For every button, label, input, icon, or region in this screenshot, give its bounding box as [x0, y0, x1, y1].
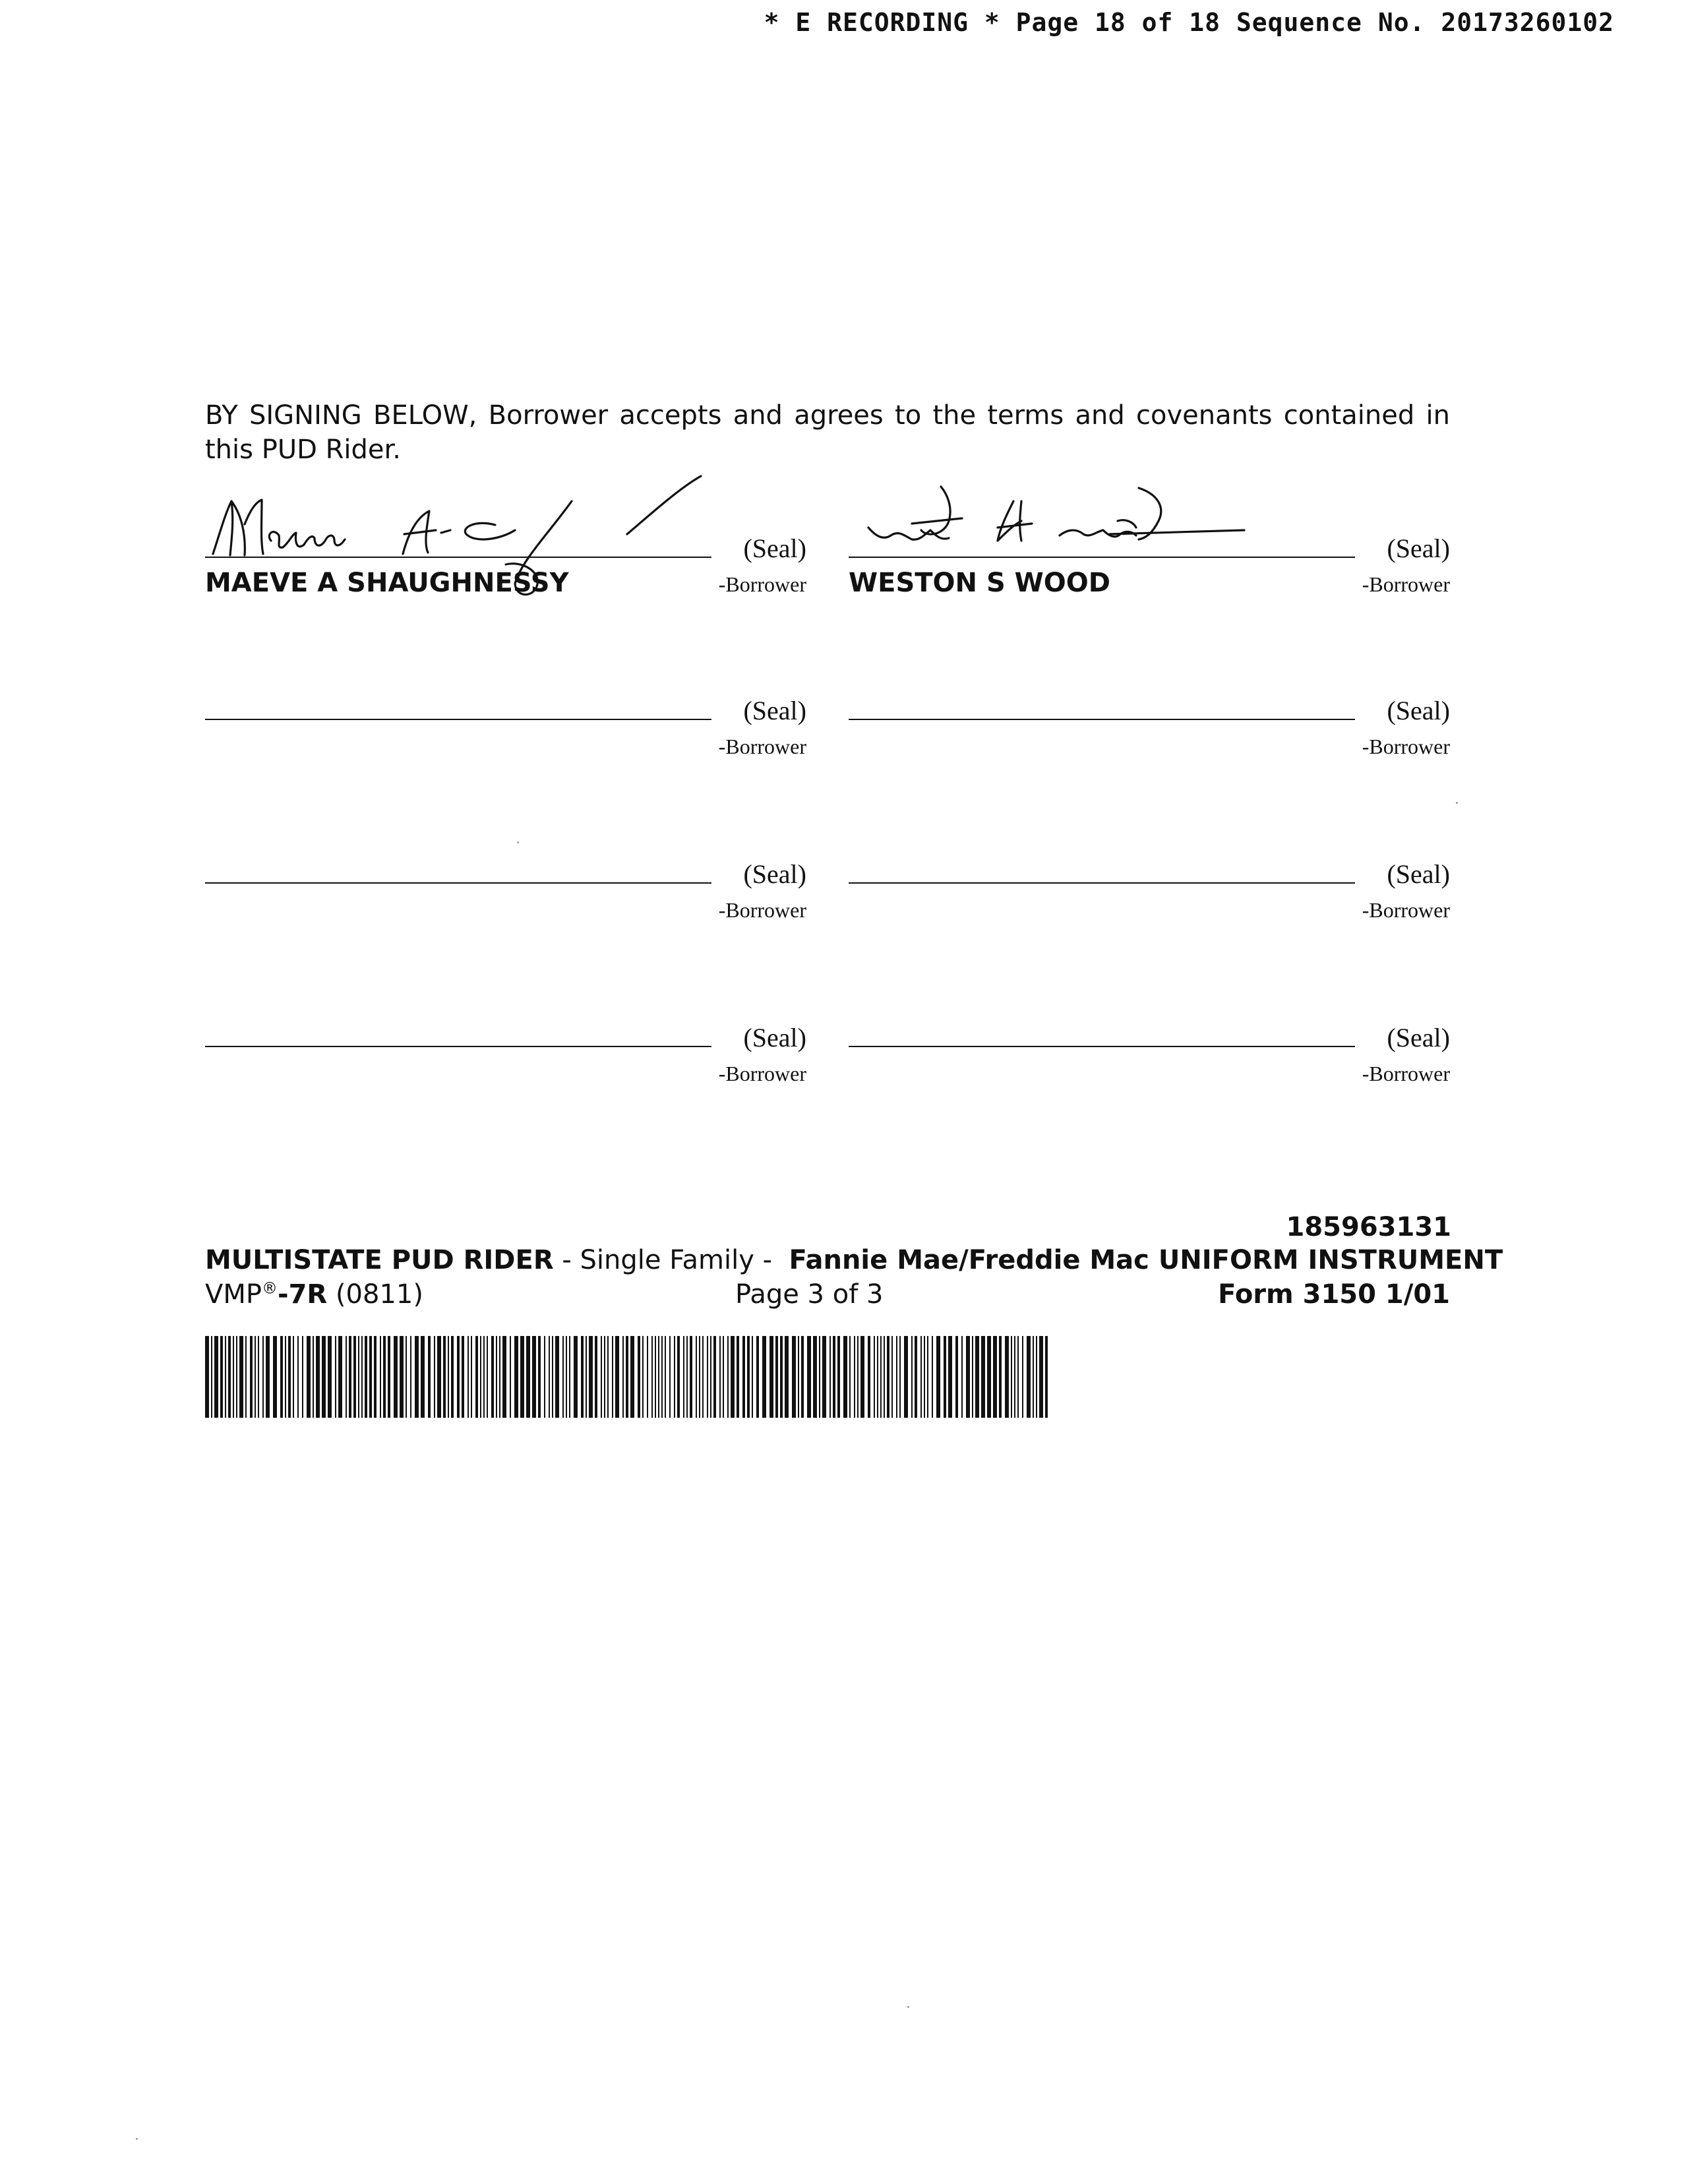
barcode-bar — [400, 1336, 404, 1418]
barcode-bar — [829, 1336, 831, 1418]
signature-block-6 — [849, 859, 1450, 931]
barcode-bar — [651, 1336, 653, 1418]
barcode-bar — [365, 1336, 367, 1418]
barcode-bar — [510, 1336, 511, 1418]
barcode-bar — [899, 1336, 901, 1418]
seal-label: (Seal) — [1387, 859, 1450, 889]
barcode-bar — [369, 1336, 372, 1418]
barcode-bar — [702, 1336, 704, 1418]
barcode-bar — [549, 1336, 550, 1418]
barcode-bar — [443, 1336, 446, 1418]
barcode-bar — [410, 1336, 411, 1418]
barcode-bar — [285, 1336, 286, 1418]
barcode-bar — [677, 1336, 680, 1418]
barcode-bar — [421, 1336, 425, 1418]
barcode-bar — [228, 1336, 231, 1418]
barcode-bar — [638, 1336, 640, 1418]
barcode-bar — [961, 1336, 963, 1418]
barcode-bar — [595, 1336, 597, 1418]
barcode-bar — [769, 1336, 773, 1418]
barcode-bar — [225, 1336, 226, 1418]
barcode-bar — [487, 1336, 488, 1418]
barcode-bar — [383, 1336, 386, 1418]
barcode-bar — [255, 1336, 256, 1418]
signature-line — [849, 719, 1355, 720]
role-label: -Borrower — [718, 898, 806, 922]
form-title-sep: - — [553, 1245, 580, 1275]
barcode-bar — [948, 1336, 952, 1418]
signature-maeve — [205, 462, 733, 607]
barcode-bar — [857, 1336, 859, 1418]
barcode-bar — [471, 1336, 472, 1418]
barcode-bar — [819, 1336, 820, 1418]
barcode-bar — [727, 1336, 729, 1418]
barcode-bar — [972, 1336, 973, 1418]
barcode-bar — [307, 1336, 311, 1418]
barcode-bar — [880, 1336, 882, 1418]
barcode-bar — [520, 1336, 524, 1418]
barcode-bar — [552, 1336, 553, 1418]
barcode-bar — [437, 1336, 441, 1418]
barcode-bar — [1027, 1336, 1031, 1418]
barcode-bar — [280, 1336, 283, 1418]
barcode-bar — [932, 1336, 933, 1418]
barcode-bar — [349, 1336, 351, 1418]
barcode-bar — [752, 1336, 753, 1418]
barcode-bar — [374, 1336, 377, 1418]
barcode-bar — [622, 1336, 624, 1418]
barcode-bar — [1033, 1336, 1034, 1418]
barcode-bar — [236, 1336, 237, 1418]
barcode-bar — [669, 1336, 671, 1418]
signer-name: WESTON S WOOD — [849, 568, 1111, 598]
barcode-bar — [710, 1336, 711, 1418]
barcode-bar — [686, 1336, 688, 1418]
barcode-bar — [915, 1336, 917, 1418]
barcode-bar — [775, 1336, 778, 1418]
barcode-bar — [313, 1336, 314, 1418]
barcode-bar — [630, 1336, 634, 1418]
barcode-bar — [1022, 1336, 1023, 1418]
seal-label: (Seal) — [743, 1023, 806, 1052]
scan-speck — [1456, 802, 1458, 804]
barcode-bar — [483, 1336, 485, 1418]
signature-block-5 — [205, 859, 806, 931]
barcode-bar — [813, 1336, 817, 1418]
signature-line — [849, 1046, 1355, 1047]
barcode-bar — [586, 1336, 587, 1418]
role-label: -Borrower — [718, 1062, 806, 1085]
barcode-bar — [214, 1336, 218, 1418]
barcode-bar — [911, 1336, 913, 1418]
barcode-bar — [707, 1336, 708, 1418]
barcode-bar — [1005, 1336, 1009, 1418]
barcode-bar — [239, 1336, 243, 1418]
barcode-bar — [665, 1336, 666, 1418]
barcode-bar — [589, 1336, 593, 1418]
form-title-type: Single Family — [580, 1245, 754, 1275]
barcode-bar — [358, 1336, 359, 1418]
barcode-bar — [406, 1336, 407, 1418]
barcode-bar — [480, 1336, 481, 1418]
barcode-bar — [993, 1336, 997, 1418]
barcode-bar — [822, 1336, 826, 1418]
barcode-bar — [807, 1336, 811, 1418]
barcode-bar — [626, 1336, 628, 1418]
barcode-bar — [884, 1336, 885, 1418]
signature-block-7 — [205, 1022, 806, 1095]
barcode-bar — [843, 1336, 847, 1418]
barcode-bar — [837, 1336, 840, 1418]
barcode-bar — [555, 1336, 559, 1418]
seal-label: (Seal) — [1387, 533, 1450, 563]
signing-statement: BY SIGNING BELOW, Borrower accepts and agrees to the terms and covenants contained in this PUD Rider. — [205, 400, 1450, 465]
barcode-bar — [467, 1336, 469, 1418]
barcode-bar — [322, 1336, 326, 1418]
barcode-bar — [987, 1336, 991, 1418]
barcode-bar — [538, 1336, 541, 1418]
barcode-bar — [581, 1336, 584, 1418]
vmp-code — [205, 1279, 423, 1310]
barcode-bar — [742, 1336, 745, 1418]
barcode-bar — [273, 1336, 277, 1418]
barcode-bar — [491, 1336, 494, 1418]
barcode-bar — [833, 1336, 835, 1418]
barcode-bar — [526, 1336, 530, 1418]
barcode-bar — [604, 1336, 605, 1418]
barcode-bar — [428, 1336, 431, 1418]
role-label: -Borrower — [1362, 572, 1450, 596]
signature-line — [205, 882, 711, 884]
barcode-bar — [924, 1336, 925, 1418]
barcode-bar — [877, 1336, 878, 1418]
barcode-bar — [719, 1336, 721, 1418]
role-label: -Borrower — [1362, 735, 1450, 758]
barcode-bar — [868, 1336, 870, 1418]
barcode-bar — [250, 1336, 253, 1418]
barcode-bar — [860, 1336, 864, 1418]
barcode-bar — [262, 1336, 264, 1418]
barcode-bar — [896, 1336, 897, 1418]
form-meta-row — [205, 1279, 1450, 1316]
vmp-version: (0811) — [327, 1279, 423, 1310]
barcode-bar — [713, 1336, 716, 1418]
barcode-bar — [999, 1336, 1002, 1418]
role-label: -Borrower — [1362, 898, 1450, 922]
barcode-bar — [891, 1336, 893, 1418]
barcode-bar — [388, 1336, 390, 1418]
barcode-bar — [887, 1336, 889, 1418]
barcode-bar — [647, 1336, 648, 1418]
form-title — [205, 1245, 1503, 1275]
barcode-bar — [380, 1336, 381, 1418]
barcode-bar — [936, 1336, 940, 1418]
seal-label: (Seal) — [743, 696, 806, 725]
role-label: -Borrower — [718, 735, 806, 758]
barcode-bar — [690, 1336, 692, 1418]
loan-number: 185963131 — [1286, 1212, 1451, 1242]
form-number: Form 3150 1/01 — [1218, 1279, 1450, 1310]
barcode-bar — [335, 1336, 336, 1418]
barcode-bar — [683, 1336, 684, 1418]
barcode-bar — [737, 1336, 739, 1418]
barcode-bar — [328, 1336, 332, 1418]
barcode-bar — [346, 1336, 347, 1418]
vmp-suffix: -7R — [278, 1279, 328, 1310]
signature-weston — [849, 475, 1271, 567]
barcode-bar — [607, 1336, 609, 1418]
barcode-bar — [944, 1336, 946, 1418]
barcode-bar — [316, 1336, 320, 1418]
role-label: -Borrower — [718, 572, 806, 596]
barcode-icon — [205, 1336, 1049, 1418]
barcode-bar — [338, 1336, 342, 1418]
barcode-bar — [1045, 1336, 1048, 1418]
barcode-bar — [1014, 1336, 1015, 1418]
barcode-bar — [849, 1336, 851, 1418]
barcode-bar — [927, 1336, 928, 1418]
barcode-bar — [1036, 1336, 1037, 1418]
barcode-bar — [747, 1336, 750, 1418]
signature-block-8 — [849, 1022, 1450, 1095]
barcode-bar — [1039, 1336, 1043, 1418]
barcode-bar — [601, 1336, 602, 1418]
barcode-bar — [615, 1336, 619, 1418]
barcode-bar — [205, 1336, 209, 1418]
seal-label: (Seal) — [743, 533, 806, 563]
barcode-bar — [475, 1336, 478, 1418]
scan-speck — [517, 841, 519, 843]
signature-line — [205, 719, 711, 720]
vmp-prefix: VMP — [205, 1279, 262, 1310]
barcode-bar — [920, 1336, 922, 1418]
barcode-bar — [233, 1336, 234, 1418]
barcode-bar — [674, 1336, 675, 1418]
barcode-bar — [801, 1336, 804, 1418]
barcode-bar — [566, 1336, 567, 1418]
barcode-bar — [655, 1336, 656, 1418]
barcode-bar — [266, 1336, 270, 1418]
barcode-bar — [415, 1336, 419, 1418]
recording-header: * E RECORDING * Page 18 of 18 Sequence No. 20173260102 — [764, 8, 1614, 37]
seal-label: (Seal) — [1387, 1023, 1450, 1052]
barcode-bar — [762, 1336, 766, 1418]
barcode-bar — [502, 1336, 506, 1418]
barcode-bar — [785, 1336, 789, 1418]
barcode-bar — [258, 1336, 259, 1418]
barcode-bar — [293, 1336, 294, 1418]
form-title-name: MULTISTATE PUD RIDER — [205, 1245, 554, 1275]
seal-label: (Seal) — [743, 859, 806, 889]
page-number: Page 3 of 3 — [735, 1279, 884, 1310]
registered-mark: ® — [262, 1279, 278, 1298]
barcode-bar — [288, 1336, 291, 1418]
barcode-bar — [448, 1336, 449, 1418]
barcode-bar — [642, 1336, 644, 1418]
barcode-bar — [462, 1336, 464, 1418]
barcode-bar — [394, 1336, 398, 1418]
barcode-bar — [297, 1336, 299, 1418]
barcode-bar — [955, 1336, 958, 1418]
barcode-bar — [569, 1336, 570, 1418]
barcode-bar — [699, 1336, 700, 1418]
barcode-bar — [966, 1336, 970, 1418]
barcode-bar — [756, 1336, 759, 1418]
barcode-bar — [434, 1336, 435, 1418]
barcode-bar — [696, 1336, 697, 1418]
barcode-bar — [544, 1336, 545, 1418]
barcode-bar — [496, 1336, 497, 1418]
signature-block-3 — [205, 695, 806, 768]
scan-speck — [136, 2138, 138, 2140]
signer-name: MAEVE A SHAUGHNESSY — [205, 568, 569, 598]
barcode-bar — [658, 1336, 659, 1418]
barcode-bar — [532, 1336, 536, 1418]
barcode-bar — [457, 1336, 460, 1418]
seal-label: (Seal) — [1387, 696, 1450, 725]
barcode-bar — [1011, 1336, 1012, 1418]
signature-line — [849, 882, 1355, 884]
barcode-bar — [661, 1336, 663, 1418]
signature-line — [205, 1046, 711, 1047]
barcode-bar — [731, 1336, 735, 1418]
scan-speck — [907, 2006, 909, 2008]
barcode-bar — [780, 1336, 783, 1418]
form-title-instrument: Fannie Mae/Freddie Mac UNIFORM INSTRUMENT — [789, 1245, 1503, 1275]
form-title-sep: - — [754, 1245, 789, 1275]
barcode-bar — [451, 1336, 454, 1418]
barcode-bar — [574, 1336, 578, 1418]
signature-block-4 — [849, 695, 1450, 768]
barcode-bar — [612, 1336, 613, 1418]
barcode-bar — [975, 1336, 979, 1418]
barcode-bar — [854, 1336, 855, 1418]
barcode-bar — [562, 1336, 564, 1418]
barcode-bar — [1017, 1336, 1019, 1418]
barcode-bar — [981, 1336, 985, 1418]
barcode-bar — [361, 1336, 363, 1418]
barcode-bar — [220, 1336, 223, 1418]
barcode-bar — [302, 1336, 303, 1418]
barcode-bar — [723, 1336, 724, 1418]
barcode-bar — [245, 1336, 247, 1418]
barcode-bar — [353, 1336, 356, 1418]
role-label: -Borrower — [1362, 1062, 1450, 1085]
barcode-bar — [211, 1336, 212, 1418]
barcode-bar — [798, 1336, 799, 1418]
barcode-bar — [874, 1336, 875, 1418]
barcode-bar — [499, 1336, 500, 1418]
barcode-bar — [904, 1336, 908, 1418]
barcode-bar — [792, 1336, 796, 1418]
barcode-bar — [514, 1336, 518, 1418]
